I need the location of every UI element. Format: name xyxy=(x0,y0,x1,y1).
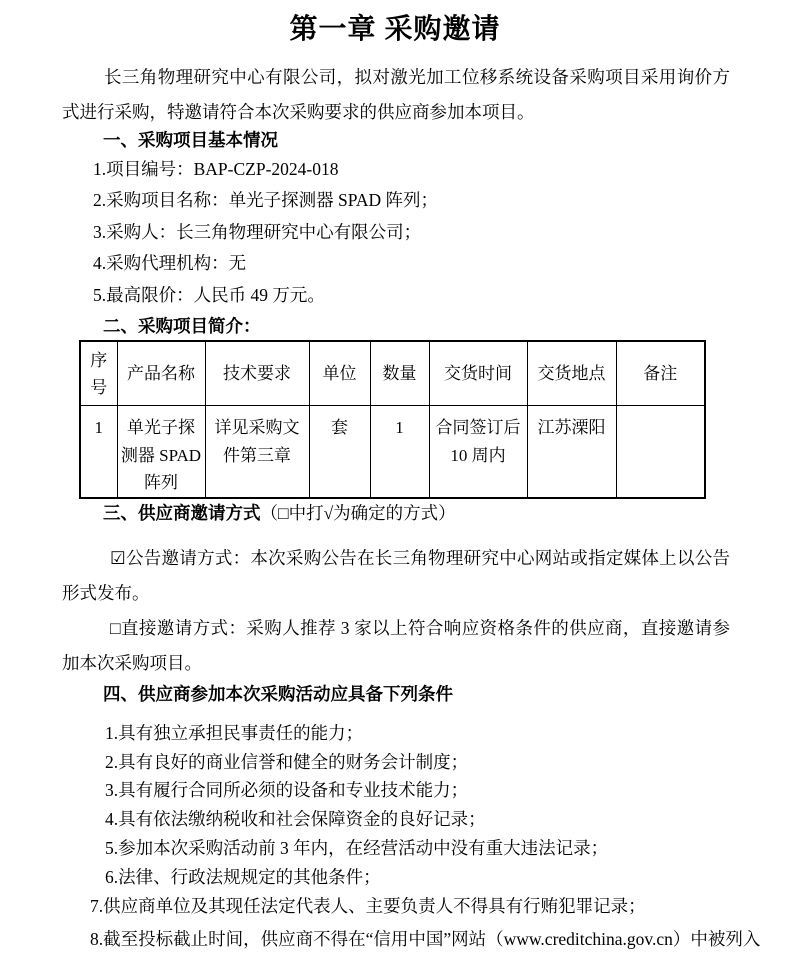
table-header-row xyxy=(80,341,705,406)
basic-info-item: 3.采购人：长三角物理研究中心有限公司； xyxy=(93,221,422,242)
cell-quantity: 1 xyxy=(370,406,429,498)
cell-tech-req: 详见采购文件第三章 xyxy=(205,406,309,498)
qualification-item: 2.具有良好的商业信誉和健全的财务会计制度； xyxy=(105,751,469,772)
col-header-delivery-place: 交货地点 xyxy=(527,341,616,406)
qualification-item: 1.具有独立承担民事责任的能力； xyxy=(105,723,364,743)
section-heading-qualifications: 四、供应商参加本次采购活动应具备下列条件 xyxy=(103,684,453,704)
qualification-item: 3.具有履行合同所必须的设备和专业技术能力； xyxy=(105,780,469,801)
table-row xyxy=(80,406,705,498)
section-heading-overview: 二、采购项目简介： xyxy=(103,316,261,336)
cell-remarks xyxy=(616,406,705,498)
cell-unit: 套 xyxy=(309,406,370,498)
qualification-item: 8.截至投标截止时间，供应商不得在“信用中国”网站（www.creditchina.gov.cn）中被列入 xyxy=(90,928,761,949)
unchecked-checkbox-icon: □ xyxy=(110,618,121,638)
qualification-item: 6.法律、行政法规规定的其他条件； xyxy=(105,866,381,887)
chapter-title: 第一章 采购邀请 xyxy=(289,14,501,45)
basic-info-item: 1.项目编号：BAP-CZP-2024-018 xyxy=(93,159,339,179)
qualification-item-list-continued xyxy=(90,890,760,955)
basic-info-item: 4.采购代理机构：无 xyxy=(93,253,247,274)
basic-info-item: 2.采购项目名称：单光子探测器 SPAD 阵列； xyxy=(93,190,439,211)
section-heading-invitation xyxy=(103,503,456,523)
qualification-item: 5.参加本次采购活动前 3 年内，在经营活动中没有重大违法记录； xyxy=(105,837,609,858)
direct-invitation-text: 直接邀请方式：采购人推荐 3 家以上符合响应资格条件的供应商，直接邀请参加本次采购项目。 xyxy=(62,618,730,673)
invitation-heading-note: （□中打√为确定的方式） xyxy=(260,503,456,523)
announcement-invitation-paragraph xyxy=(62,541,730,610)
cell-delivery-time: 合同签订后 10 周内 xyxy=(429,406,527,498)
procurement-items-table xyxy=(79,340,706,499)
basic-info-item-list xyxy=(93,154,438,311)
basic-info-item: 5.最高限价：人民币 49 万元。 xyxy=(93,284,325,305)
col-header-product: 产品名称 xyxy=(117,341,205,406)
intro-paragraph: 长三角物理研究中心有限公司，拟对激光加工位移系统设备采购项目采用询价方式进行采购，特邀请符合本次采购要求的供应商参加本项目。 xyxy=(62,67,730,122)
col-header-remarks: 备注 xyxy=(616,341,705,406)
checked-checkbox-icon: ☑ xyxy=(110,548,126,568)
col-header-delivery-time: 交货时间 xyxy=(429,341,527,406)
direct-invitation-paragraph xyxy=(62,611,730,680)
cell-serial: 1 xyxy=(80,406,117,498)
qualification-item: 4.具有依法缴纳税收和社会保障资金的良好记录； xyxy=(105,809,486,830)
cell-product: 单光子探测器 SPAD 阵列 xyxy=(117,406,205,498)
announcement-invitation-text: 公告邀请方式：本次采购公告在长三角物理研究中心网站或指定媒体上以公告形式发布。 xyxy=(62,548,730,603)
col-header-serial: 序号 xyxy=(80,341,117,406)
col-header-tech-req: 技术要求 xyxy=(205,341,309,406)
qualification-item-list xyxy=(105,719,608,891)
col-header-quantity: 数量 xyxy=(370,341,429,406)
invitation-heading-bold: 三、供应商邀请方式 xyxy=(103,503,261,523)
section-heading-basic-info: 一、采购项目基本情况 xyxy=(103,130,278,150)
col-header-unit: 单位 xyxy=(309,341,370,406)
cell-delivery-place: 江苏溧阳 xyxy=(527,406,616,498)
qualification-item: 7.供应商单位及其现任法定代表人、主要负责人不得具有行贿犯罪记录； xyxy=(90,896,646,916)
